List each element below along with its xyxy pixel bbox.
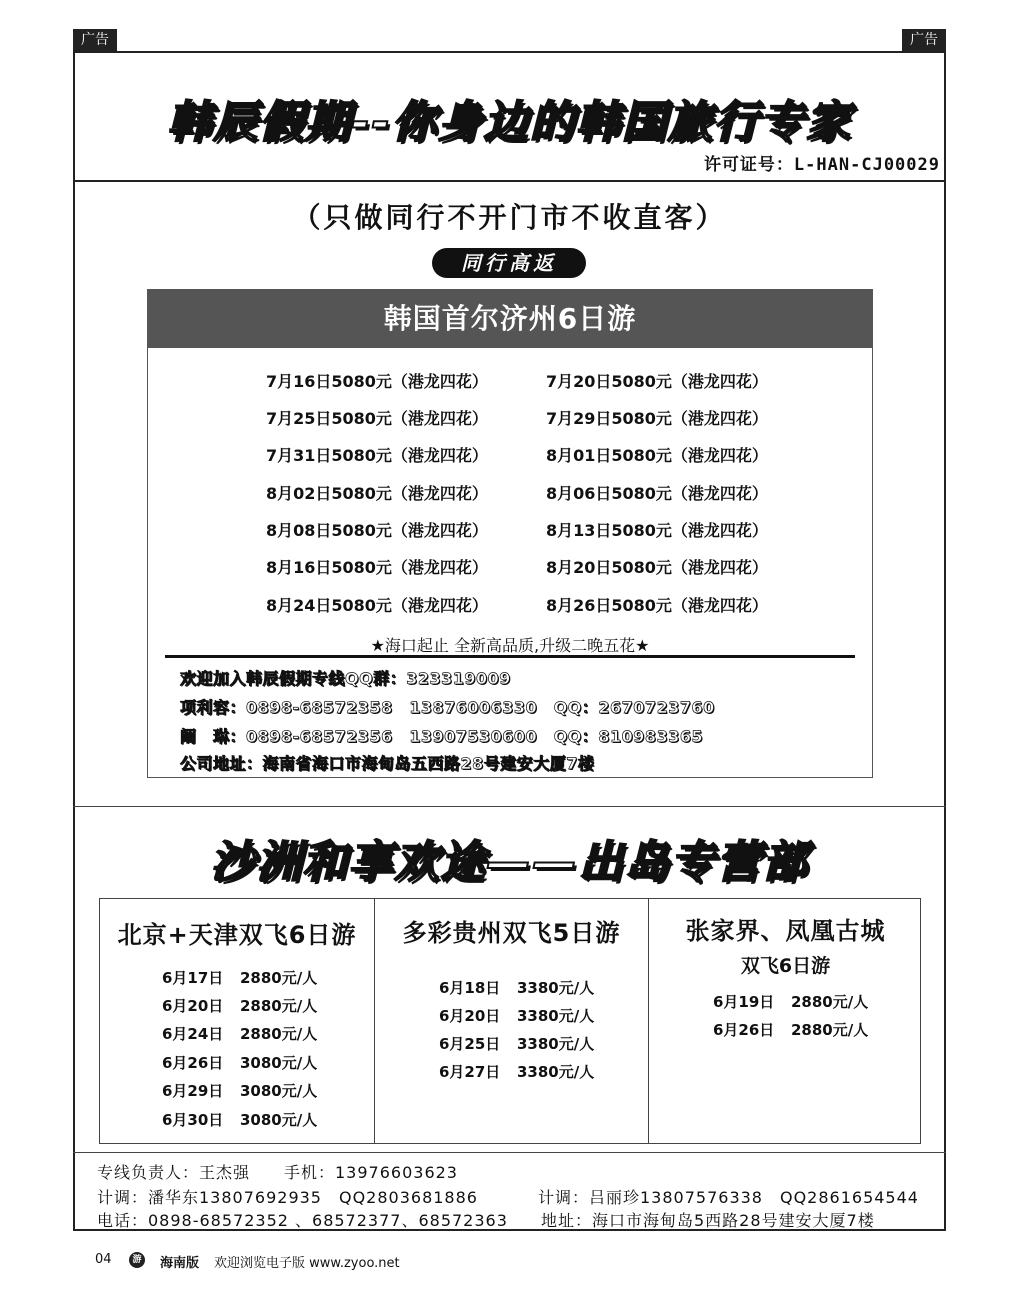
tour-price: 3380元/人 (517, 979, 595, 997)
tour-date: 6月17日 (162, 969, 224, 987)
departure-date: 7月31日5080元（港龙四花） (266, 446, 488, 465)
divider-top (73, 180, 946, 182)
rebate-badge: 同行高返 (432, 248, 586, 278)
publication-logo-icon: 游 (129, 1252, 145, 1268)
departure-date: 7月25日5080元（港龙四花） (266, 409, 488, 428)
tour-subtitle: 双飞6日游 (740, 955, 831, 977)
tour-date: 6月18日 (439, 979, 501, 997)
korea-tour-title: 韩国首尔济州6日游 (148, 290, 872, 348)
departure-date: 8月08日5080元（港龙四花） (266, 521, 488, 540)
tour-title: 张家界、凤凰古城 (685, 917, 886, 945)
tour-price: 3080元/人 (240, 1054, 318, 1072)
office-phone: 电话：0898-68572352 、68572377、68572363 (97, 1211, 508, 1230)
tour-date: 6月29日 (162, 1082, 224, 1100)
korea-divider (165, 655, 855, 658)
departure-date: 7月20日5080元（港龙四花） (546, 372, 768, 391)
departure-date: 8月06日5080元（港龙四花） (546, 484, 768, 503)
tour-date: 6月20日 (162, 997, 224, 1015)
contact-person: 阚 琳：0898-68572356 13907530600 QQ：810983365 (180, 727, 704, 746)
tour-date: 6月19日 (713, 993, 775, 1011)
domestic-tours-table (99, 898, 921, 1144)
tour-row (713, 1019, 868, 1040)
tour-price: 2880元/人 (791, 993, 869, 1011)
company-address: 公司地址：海南省海口市海甸岛五西路28号建安大厦7楼 (180, 754, 595, 773)
tour-date: 6月30日 (162, 1111, 224, 1129)
korea-ad-title: 韩辰假期--你身边的韩国旅行专家 (167, 97, 852, 148)
tour-date: 6月26日 (162, 1054, 224, 1072)
tour-column (374, 899, 648, 1143)
tour-price: 3380元/人 (517, 1035, 595, 1053)
shazhou-ad-title: 沙洲和享欢途——出岛专营部 (210, 837, 809, 888)
qq-group: 欢迎加入韩辰假期专线QQ群：323319009 (180, 669, 511, 688)
tour-price: 3380元/人 (517, 1063, 595, 1081)
tour-row (439, 1061, 594, 1082)
tour-row (162, 1023, 317, 1044)
tour-row (439, 1005, 594, 1026)
departure-date: 7月16日5080元（港龙四花） (266, 372, 488, 391)
korea-subtitle: （只做同行不开门市不收直客） (292, 201, 727, 234)
tour-date: 6月25日 (439, 1035, 501, 1053)
tour-date: 6月26日 (713, 1021, 775, 1039)
departure-date: 8月24日5080元（港龙四花） (266, 596, 488, 615)
tour-row (713, 991, 868, 1012)
departure-date: 8月20日5080元（港龙四花） (546, 558, 768, 577)
contact-person: 项利容：0898-68572358 13876006330 QQ：2670723760 (180, 698, 715, 717)
tour-row (162, 967, 317, 988)
tour-price: 3080元/人 (240, 1111, 318, 1129)
license-number: 许可证号：L-HAN-CJ00029 (703, 155, 940, 175)
edition-slogan: 欢迎浏览电子版 www.zyoo.net (214, 1256, 400, 1271)
tour-row (439, 977, 594, 998)
tour-row (162, 995, 317, 1016)
tour-title: 多彩贵州双飞5日游 (402, 919, 621, 947)
tour-title: 北京+天津双飞6日游 (117, 921, 357, 949)
ad-tag-right: 广告 (902, 29, 946, 51)
edition-label: 海南版 (160, 1256, 200, 1271)
departure-date: 8月13日5080元（港龙四花） (546, 521, 768, 540)
korea-tour-box (147, 289, 873, 778)
planner-contact: 计调：吕丽珍13807576338 QQ2861654544 (538, 1188, 919, 1207)
departure-date: 8月16日5080元（港龙四花） (266, 558, 488, 577)
ad-tag-left: 广告 (73, 29, 117, 51)
tour-price: 3380元/人 (517, 1007, 595, 1025)
tour-price: 2880元/人 (240, 969, 318, 987)
office-address: 地址：海口市海甸岛5西路28号建安大厦7楼 (541, 1211, 875, 1230)
tour-price: 2880元/人 (240, 997, 318, 1015)
tour-row (162, 1052, 317, 1073)
line-manager: 专线负责人：王杰强 手机：13976603623 (97, 1163, 458, 1182)
tour-row (439, 1033, 594, 1054)
departure-date: 8月01日5080元（港龙四花） (546, 446, 768, 465)
departure-date: 7月29日5080元（港龙四花） (546, 409, 768, 428)
tour-column (100, 899, 374, 1143)
korea-note: ★海口起止 全新高品质,升级二晚五花★ (370, 636, 650, 655)
departure-date: 8月02日5080元（港龙四花） (266, 484, 488, 503)
tour-date: 6月27日 (439, 1063, 501, 1081)
tour-date: 6月20日 (439, 1007, 501, 1025)
planner-contact: 计调：潘华东13807692935 QQ2803681886 (97, 1188, 478, 1207)
divider-footer (73, 1152, 946, 1153)
tour-date: 6月24日 (162, 1025, 224, 1043)
tour-price: 3080元/人 (240, 1082, 318, 1100)
tour-column (648, 899, 922, 1143)
tour-price: 2880元/人 (791, 1021, 869, 1039)
tour-price: 2880元/人 (240, 1025, 318, 1043)
tour-row (162, 1080, 317, 1101)
divider-middle (73, 806, 946, 807)
page-number: 04 (95, 1252, 112, 1267)
tour-row (162, 1109, 317, 1130)
departure-date: 8月26日5080元（港龙四花） (546, 596, 768, 615)
